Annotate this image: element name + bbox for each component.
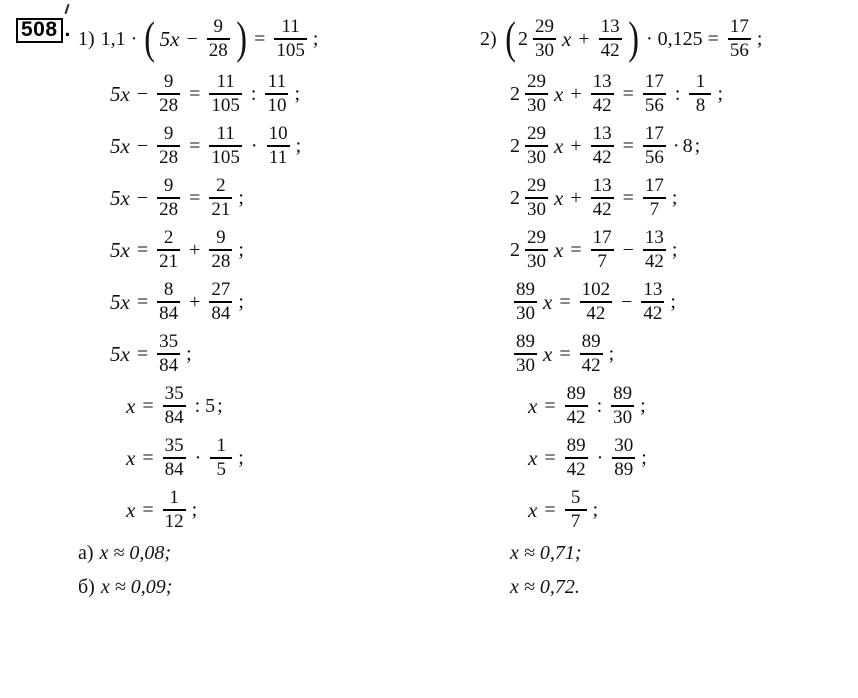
fraction-numerator: 89 <box>581 331 601 353</box>
equals-sign: = <box>142 446 154 469</box>
equals-sign: = <box>254 27 266 50</box>
paren-open: ( <box>504 11 516 63</box>
term-5x: 5x <box>110 237 130 262</box>
variable-x: x <box>554 237 564 262</box>
fraction-denominator: 84 <box>159 354 179 376</box>
fraction-numerator: 17 <box>729 16 749 38</box>
fraction-numerator: 89 <box>613 383 633 405</box>
minus-sign: − <box>136 82 149 105</box>
fraction-numerator: 29 <box>527 175 546 197</box>
equation-line <box>480 68 858 120</box>
equation-line <box>78 276 498 328</box>
equation-line <box>78 484 498 536</box>
mixed-whole: 2 <box>510 134 520 157</box>
variable-x: x <box>528 445 538 470</box>
fraction-numerator: 13 <box>592 71 612 93</box>
equation-line <box>78 432 498 484</box>
variable-x: x <box>543 289 553 314</box>
fraction-numerator: 11 <box>267 71 287 93</box>
fraction-denominator: 7 <box>597 250 607 272</box>
fraction-denominator: 84 <box>164 406 184 428</box>
fraction-denominator: 30 <box>516 354 535 376</box>
answer-marker-a: а) <box>78 541 94 564</box>
equation-line <box>480 172 858 224</box>
fraction-13-42 <box>591 176 614 219</box>
equals-sign: = <box>544 498 556 521</box>
mixed-number-2-29-30 <box>510 176 552 219</box>
semicolon: ; <box>641 446 647 469</box>
semicolon: ; <box>312 27 319 50</box>
equals-sign: = <box>622 82 634 105</box>
fraction-numerator: 9 <box>163 123 174 145</box>
equals-sign: = <box>136 290 149 313</box>
fraction-denominator: 7 <box>649 198 660 220</box>
equation-line <box>480 120 858 172</box>
fraction-numerator: 17 <box>644 175 664 197</box>
equation-line <box>480 432 858 484</box>
fraction-denominator: 30 <box>613 406 633 428</box>
answer-line <box>78 536 498 570</box>
fraction-denominator: 30 <box>535 39 554 61</box>
fraction-11-10 <box>265 72 288 115</box>
semicolon: ; <box>238 290 244 313</box>
fraction-numerator: 13 <box>643 279 663 301</box>
equals-sign: = <box>189 82 201 105</box>
fraction-13-42 <box>591 124 614 167</box>
fraction-numerator: 13 <box>592 175 612 197</box>
fraction-denominator: 28 <box>159 198 179 220</box>
fraction-11-105 <box>274 17 307 60</box>
fraction-13-42 <box>643 228 666 271</box>
fraction-30-89 <box>612 436 635 479</box>
fraction-numerator: 13 <box>592 123 612 145</box>
fraction-numerator: 13 <box>644 227 664 249</box>
fraction-29-30 <box>525 72 548 115</box>
fraction-13-42 <box>591 72 614 115</box>
fraction-89-42 <box>565 436 588 479</box>
variable-x: x <box>126 393 136 418</box>
fraction-denominator: 5 <box>216 458 227 480</box>
stray-scan-mark <box>65 4 70 14</box>
semicolon: ; <box>238 186 244 209</box>
equals-sign: = <box>559 342 571 365</box>
plus-sign: + <box>189 290 201 313</box>
mixed-number-2-29-30 <box>510 124 552 167</box>
mixed-whole: 2 <box>518 27 528 50</box>
equals-sign: = <box>544 394 556 417</box>
fraction-denominator: 11 <box>268 146 288 168</box>
mixed-whole: 2 <box>510 82 520 105</box>
minus-sign: − <box>622 238 634 261</box>
term-5x: 5x <box>110 341 130 366</box>
equation-line <box>480 276 858 328</box>
fraction-numerator: 1 <box>169 487 179 509</box>
equation-line <box>78 68 498 120</box>
fraction-denominator: 84 <box>159 302 179 324</box>
part-label-2: 2) <box>480 27 497 50</box>
semicolon: ; <box>670 290 676 313</box>
fraction-numerator: 89 <box>566 435 586 457</box>
exercise-number-dot: . <box>64 18 71 41</box>
divisor-5: 5 <box>205 394 216 417</box>
fraction-denominator: 42 <box>644 250 664 272</box>
plus-sign: + <box>189 238 201 261</box>
variable-x: x <box>562 26 572 51</box>
semicolon: ; <box>238 238 244 261</box>
fraction-denominator: 42 <box>566 406 586 428</box>
fraction-denominator: 105 <box>211 146 240 168</box>
fraction-9-28 <box>209 228 232 271</box>
fraction-102-42 <box>580 280 613 323</box>
divide-sign: : <box>194 394 201 417</box>
fraction-denominator: 28 <box>159 146 179 168</box>
equation-line <box>480 224 858 276</box>
fraction-numerator: 29 <box>527 227 546 249</box>
fraction-denominator: 56 <box>644 146 664 168</box>
fraction-11-105 <box>209 124 242 167</box>
fraction-35-84 <box>157 332 180 375</box>
paren-close: ) <box>236 11 247 63</box>
equals-sign: = <box>136 342 149 365</box>
fraction-89-30 <box>611 384 634 427</box>
equation-line <box>480 10 858 68</box>
fraction-denominator: 30 <box>527 250 546 272</box>
variable-x: x <box>528 497 538 522</box>
fraction-89-30 <box>514 332 537 375</box>
fraction-35-84 <box>163 436 186 479</box>
fraction-numerator: 29 <box>527 71 546 93</box>
fraction-denominator: 56 <box>729 39 749 61</box>
fraction-denominator: 105 <box>211 94 240 116</box>
fraction-denominator: 10 <box>267 94 287 116</box>
equation-line <box>480 484 858 536</box>
mixed-number-2-29-30 <box>510 228 552 271</box>
variable-x: x <box>126 445 136 470</box>
fraction-8-84 <box>157 280 180 323</box>
fraction-10-11 <box>267 124 290 167</box>
fraction-89-42 <box>580 332 603 375</box>
fraction-numerator: 1 <box>216 435 227 457</box>
fraction-denominator: 42 <box>643 302 663 324</box>
semicolon: ; <box>238 446 244 469</box>
mixed-whole: 2 <box>510 238 520 261</box>
fraction-numerator: 11 <box>216 71 235 93</box>
answer-line <box>480 536 858 570</box>
fraction-denominator: 30 <box>527 146 546 168</box>
fraction-denominator: 89 <box>614 458 634 480</box>
minus-sign: − <box>621 290 633 313</box>
fraction-numerator: 29 <box>527 123 546 145</box>
minus-sign: − <box>136 186 149 209</box>
equals-sign: = <box>142 394 154 417</box>
fraction-13-42 <box>599 17 622 60</box>
fraction-numerator: 17 <box>644 71 664 93</box>
fraction-denominator: 28 <box>211 250 231 272</box>
fraction-numerator: 1 <box>695 71 706 93</box>
fraction-numerator: 10 <box>268 123 288 145</box>
semicolon: ; <box>608 342 615 365</box>
equals-sign: = <box>142 498 154 521</box>
variable-x: x <box>554 133 564 158</box>
term-5x: 5x <box>110 289 130 314</box>
semicolon: ; <box>756 27 763 50</box>
semicolon: ; <box>217 394 223 417</box>
fraction-numerator: 89 <box>516 331 535 353</box>
mixed-whole: 2 <box>510 186 520 209</box>
fraction-denominator: 21 <box>159 250 179 272</box>
fraction-denominator: 84 <box>164 458 184 480</box>
answer-line <box>78 570 498 604</box>
plus-sign: + <box>570 82 582 105</box>
solution-column-2 <box>480 10 858 604</box>
fraction-2-21 <box>157 228 180 271</box>
fraction-denominator: 30 <box>516 302 535 324</box>
semicolon: ; <box>592 498 599 521</box>
fraction-1-8 <box>689 72 711 115</box>
fraction-numerator: 13 <box>600 16 620 38</box>
equation-line <box>78 172 498 224</box>
equation-line <box>78 328 498 380</box>
equation-line <box>78 10 498 68</box>
fraction-1-12 <box>163 488 186 531</box>
fraction-numerator: 17 <box>644 123 664 145</box>
fraction-numerator: 35 <box>164 435 184 457</box>
multiply-sign: · <box>250 134 258 157</box>
exercise-number <box>16 18 71 43</box>
answer-value-2: x ≈ 0,72. <box>510 575 580 598</box>
multiply-sign: · <box>645 27 653 50</box>
semicolon: ; <box>694 134 701 157</box>
fraction-denominator: 42 <box>592 94 612 116</box>
fraction-denominator: 12 <box>164 510 184 532</box>
fraction-17-56 <box>643 72 666 115</box>
plus-sign: + <box>578 27 590 50</box>
fraction-27-84 <box>209 280 232 323</box>
equals-sign: = <box>189 134 201 157</box>
fraction-denominator: 56 <box>644 94 664 116</box>
divide-sign: : <box>674 82 681 105</box>
equation-line <box>480 328 858 380</box>
fraction-numerator: 8 <box>163 279 174 301</box>
fraction-denominator: 84 <box>211 302 231 324</box>
equals-sign: = <box>136 238 149 261</box>
equals-sign: = <box>622 186 634 209</box>
fraction-denominator: 42 <box>592 198 612 220</box>
fraction-numerator: 29 <box>535 16 554 38</box>
fraction-numerator: 9 <box>216 227 226 249</box>
semicolon: ; <box>640 394 646 417</box>
fraction-89-42 <box>565 384 588 427</box>
variable-x: x <box>554 81 564 106</box>
minus-sign: − <box>136 134 149 157</box>
fraction-denominator: 30 <box>527 198 546 220</box>
variable-x: x <box>554 185 564 210</box>
answer-line <box>480 570 858 604</box>
fraction-numerator: 5 <box>570 487 581 509</box>
plus-sign: + <box>570 186 582 209</box>
semicolon: ; <box>295 134 302 157</box>
fraction-1-5 <box>210 436 232 479</box>
fraction-denominator: 30 <box>527 94 546 116</box>
fraction-numerator: 17 <box>592 227 612 249</box>
fraction-9-28 <box>157 176 180 219</box>
fraction-numerator: 30 <box>614 435 634 457</box>
fraction-denominator: 42 <box>600 39 620 61</box>
fraction-11-105 <box>209 72 242 115</box>
variable-x: x <box>543 341 553 366</box>
fraction-numerator: 11 <box>216 123 235 145</box>
multiply-sign: · <box>596 446 604 469</box>
answer-value-b: x ≈ 0,09; <box>100 575 173 598</box>
equation-line <box>480 380 858 432</box>
answer-marker-b: б) <box>78 575 95 598</box>
fraction-35-84 <box>163 384 186 427</box>
fraction-9-28 <box>157 72 180 115</box>
fraction-numerator: 35 <box>159 331 179 353</box>
semicolon: ; <box>717 82 724 105</box>
fraction-numerator: 2 <box>216 175 226 197</box>
equals-sign: = <box>570 238 582 261</box>
fraction-numerator: 2 <box>163 227 174 249</box>
fraction-17-7 <box>591 228 614 271</box>
fraction-5-7 <box>565 488 587 531</box>
fraction-17-56 <box>643 124 666 167</box>
answer-value-a: x ≈ 0,08; <box>99 541 172 564</box>
fraction-29-30 <box>525 228 548 271</box>
fraction-2-21 <box>209 176 232 219</box>
exercise-number-value: 508 <box>16 18 63 43</box>
fraction-denominator: 21 <box>211 198 231 220</box>
equals-sign: = <box>544 446 556 469</box>
mixed-number-2-29-30 <box>518 17 560 60</box>
variable-x: x <box>528 393 538 418</box>
fraction-denominator: 42 <box>566 458 586 480</box>
mixed-number-2-29-30 <box>510 72 552 115</box>
term-5x: 5x <box>110 81 130 106</box>
fraction-denominator: 42 <box>592 146 612 168</box>
fraction-29-30 <box>533 17 556 60</box>
solution-column-1 <box>78 10 498 604</box>
multiply-sign: · <box>130 27 138 50</box>
fraction-denominator: 28 <box>159 94 179 116</box>
fraction-17-7 <box>643 176 666 219</box>
term-5x: 5x <box>110 185 130 210</box>
fraction-numerator: 102 <box>581 279 611 301</box>
fraction-29-30 <box>525 124 548 167</box>
fraction-89-30 <box>514 280 537 323</box>
fraction-numerator: 9 <box>163 71 174 93</box>
semicolon: ; <box>294 82 301 105</box>
fraction-9-28 <box>207 17 230 60</box>
fraction-denominator: 28 <box>208 39 228 61</box>
equals-sign: = <box>622 134 634 157</box>
fraction-29-30 <box>525 176 548 219</box>
fraction-numerator: 9 <box>163 175 174 197</box>
part-label-1: 1) <box>78 27 95 50</box>
equals-sign: = <box>189 186 201 209</box>
paren-close: ) <box>627 11 639 63</box>
fraction-numerator: 27 <box>211 279 231 301</box>
minus-sign: − <box>186 27 198 50</box>
fraction-denominator: 42 <box>581 354 601 376</box>
coefficient-0125: 0,125 <box>657 27 703 50</box>
fraction-numerator: 89 <box>566 383 586 405</box>
fraction-denominator: 105 <box>276 39 305 61</box>
semicolon: ; <box>671 186 678 209</box>
equals-sign: = <box>707 27 719 50</box>
multiply-sign: · <box>194 446 202 469</box>
coefficient: 1,1 <box>100 27 126 50</box>
fraction-numerator: 9 <box>213 16 224 38</box>
fraction-denominator: 8 <box>695 94 706 116</box>
term-5x: 5x <box>110 133 130 158</box>
answer-value-1: x ≈ 0,71; <box>510 541 582 564</box>
divide-sign: : <box>250 82 257 105</box>
multiply-sign: · <box>672 134 680 157</box>
variable-x: x <box>126 497 136 522</box>
fraction-numerator: 35 <box>164 383 184 405</box>
fraction-9-28 <box>157 124 180 167</box>
semicolon: ; <box>671 238 678 261</box>
divide-sign: : <box>596 394 603 417</box>
fraction-13-42 <box>641 280 664 323</box>
paren-open: ( <box>144 11 156 63</box>
equals-sign: = <box>559 290 571 313</box>
equation-line <box>78 120 498 172</box>
equation-line <box>78 224 498 276</box>
semicolon: ; <box>186 342 192 365</box>
fraction-numerator: 11 <box>281 16 300 38</box>
fraction-17-56 <box>728 17 751 60</box>
equation-line <box>78 380 498 432</box>
semicolon: ; <box>191 498 198 521</box>
factor-8: 8 <box>682 134 693 157</box>
fraction-denominator: 7 <box>570 510 581 532</box>
plus-sign: + <box>570 134 582 157</box>
term-5x: 5x <box>159 26 180 51</box>
fraction-denominator: 42 <box>586 302 606 324</box>
fraction-numerator: 89 <box>516 279 535 301</box>
